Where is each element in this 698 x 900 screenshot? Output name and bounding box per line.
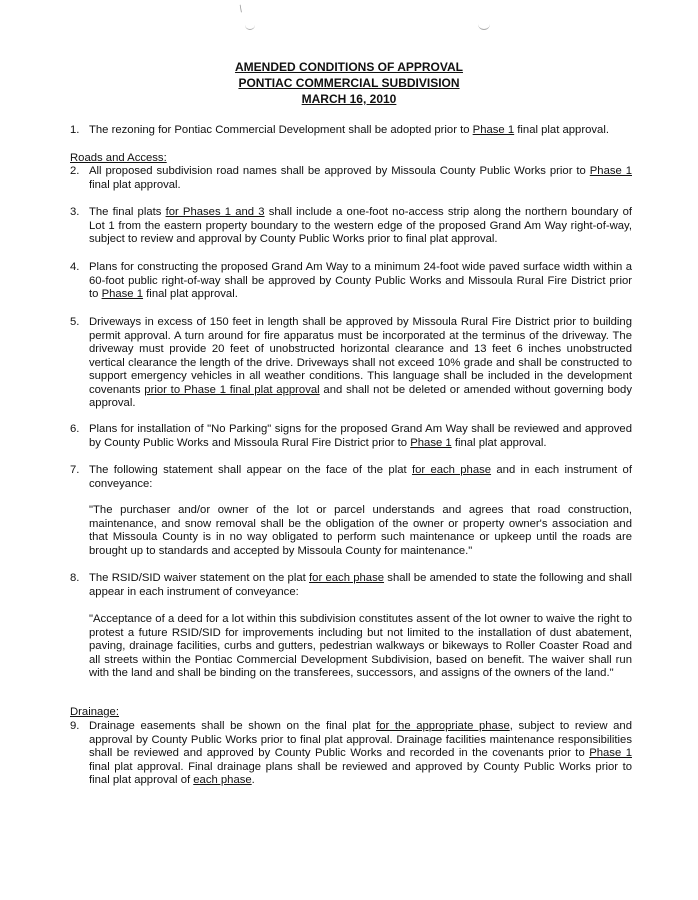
underlined-phrase: for each phase bbox=[411, 464, 492, 476]
item-text: Driveways in excess of 150 feet in length shall be approved by Missoula Rural Fire District prior to building permit approval. A turn around for fire apparatus must be incorporated at the terminus of the driveway. The driveway must provide 20 feet of unobstructed horizontal clearance and 13 feet 6 inches unobstructed vertical clearance the length of the drive. Driveways shall not exceed 10% grade and shall be constructed to support emergency vehicles in all weather conditions. This language shall be included in the development covenants prior to Phase 1 final plat approval and shall not be deleted or amended without governing body approval. bbox=[89, 316, 632, 409]
item-number: 7. bbox=[70, 464, 80, 476]
item-number: 3. bbox=[70, 206, 80, 218]
header-subdivision: PONTIAC COMMERCIAL SUBDIVISION bbox=[238, 76, 460, 90]
scan-mark bbox=[478, 23, 490, 30]
covenant-statement: "The purchaser and/or owner of the lot or parcel understands and agrees that road construction, maintenance, and snow removal shall be the obligation of the owner or property owner's association and that Missoula County is in no way obligated to perform such maintenance or upkeep until the roads are brought up to standards and accepted by Missoula County for maintenance." bbox=[89, 504, 632, 557]
condition-item bbox=[70, 572, 632, 599]
document-header bbox=[0, 59, 698, 107]
item-number: 6. bbox=[70, 423, 80, 435]
item-text: The RSID/SID waiver statement on the plat for each phase shall be amended to state the following and shall appear in each instrument of conveyance: bbox=[89, 572, 632, 598]
item-text: Drainage easements shall be shown on the final plat for the appropriate phase, subject to review and approval by County Public Works prior to final plat approval. Drainage facilities maintenance responsibilities shall be reviewed and approved by County Public Works and recorded in the covenants prior to Phase 1 final plat approval. Final drainage plans shall be reviewed and approved by County Public Works prior to final plat approval of each phase. bbox=[89, 720, 632, 786]
underlined-phrase: for each phase bbox=[309, 572, 385, 584]
item-number: 4. bbox=[70, 261, 80, 273]
section-heading-drainage: Drainage: bbox=[70, 706, 119, 718]
condition-item bbox=[70, 124, 632, 138]
item-text: The final plats for Phases 1 and 3 shall include a one-foot no-access strip along the northern boundary of Lot 1 from the eastern property boundary to the western edge of the proposed Grand Am Way right-of-way, subject to review and approval by County Public Works prior to final plat approval. bbox=[89, 206, 632, 245]
underlined-phrase: Phase 1 bbox=[472, 124, 515, 136]
condition-item bbox=[70, 423, 632, 450]
item-text: Plans for constructing the proposed Grand Am Way to a minimum 24-foot wide paved surface width within a 60-foot public right-of-way shall be approved by County Public Works and Missoula Rural Fire District prior to Phase 1 final plat approval. bbox=[89, 261, 632, 300]
header-date: MARCH 16, 2010 bbox=[301, 92, 397, 106]
header-title: AMENDED CONDITIONS OF APPROVAL bbox=[234, 60, 463, 74]
item-number: 5. bbox=[70, 316, 80, 328]
underlined-phrase: Phase 1 bbox=[101, 288, 144, 300]
condition-item bbox=[70, 316, 632, 411]
item-number: 8. bbox=[70, 572, 80, 584]
item-text: The rezoning for Pontiac Commercial Development shall be adopted prior to Phase 1 final plat approval. bbox=[89, 124, 609, 136]
item-text: Plans for installation of "No Parking" signs for the proposed Grand Am Way shall be reviewed and approved by County Public Works and Missoula Rural Fire District prior to Phase 1 final plat approval. bbox=[89, 423, 632, 449]
condition-item bbox=[70, 464, 632, 491]
underlined-phrase: Phase 1 bbox=[589, 165, 632, 177]
underlined-phrase: each phase bbox=[193, 774, 252, 786]
item-text: All proposed subdivision road names shall be approved by Missoula County Public Works prior to Phase 1 final plat approval. bbox=[89, 165, 632, 191]
section-heading-roads: Roads and Access: bbox=[70, 152, 167, 164]
condition-item bbox=[70, 165, 632, 192]
item-text: The following statement shall appear on the face of the plat for each phase and in each instrument of conveyance: bbox=[89, 464, 632, 490]
scan-mark bbox=[245, 23, 255, 30]
condition-item bbox=[70, 720, 632, 788]
underlined-phrase: for Phases 1 and 3 bbox=[165, 206, 265, 218]
condition-item bbox=[70, 206, 632, 247]
item-number: 2. bbox=[70, 165, 80, 177]
underlined-phrase: Phase 1 bbox=[410, 436, 452, 449]
waiver-statement: "Acceptance of a deed for a lot within this subdivision constitutes assent of the lot owner to waive the right to protest a future RSID/SID for improvements including but not limited to the installation of dust abatement, paving, drainage facilities, curbs and gutters, pedestrian walkways or bikeways to Roller Coaster Road and all streets within the Pontiac Commercial Development Subdivision, based on benefit. The waiver shall run with the land and shall be binding on the transferees, successors, and assigns of the owners of the land." bbox=[89, 613, 632, 679]
item-number: 9. bbox=[70, 720, 80, 732]
item-number: 1. bbox=[70, 124, 80, 136]
condition-item bbox=[70, 261, 632, 302]
underlined-phrase: prior to Phase 1 final plat approval bbox=[144, 383, 320, 396]
underlined-phrase: for the appropriate phase bbox=[376, 720, 510, 732]
underlined-phrase: Phase 1 bbox=[589, 747, 632, 759]
scan-mark: / bbox=[237, 3, 245, 16]
